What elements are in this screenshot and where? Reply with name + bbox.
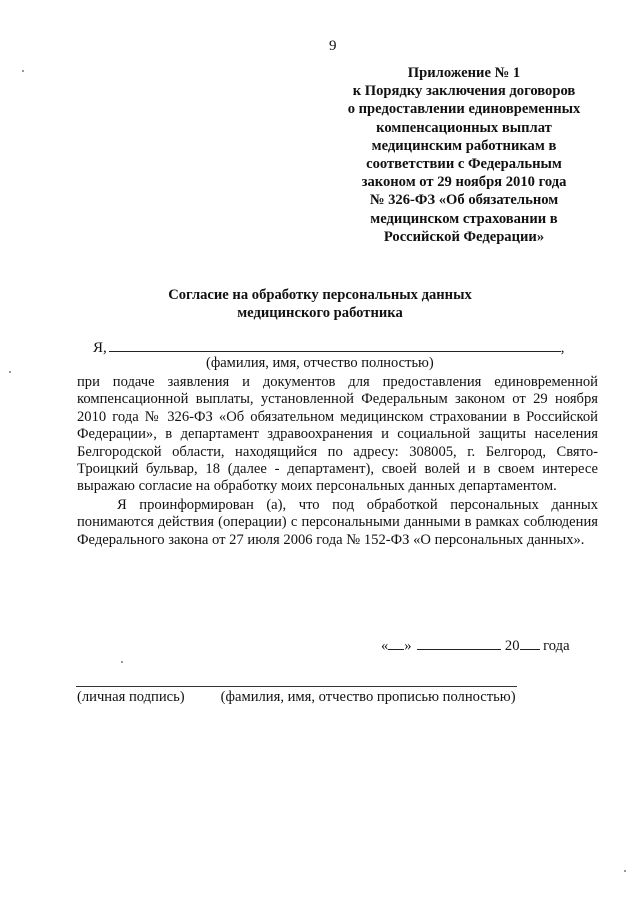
year-blank[interactable]	[520, 637, 540, 650]
appendix-line: № 326-ФЗ «Об обязательном	[369, 192, 559, 209]
full-name-print-caption: (фамилия, имя, отчество прописью полностью)	[220, 689, 516, 705]
consent-paragraph-1: при подаче заявления и документов для предоставления единовременной компенсационной выплаты, установленной Федеральным законом от 29 ноября 2010 года № 326-ФЗ «Об обязательном медицинском страховании в Российской Федерации», в департамент здравоохранения и социальной защиты населения Белгородской области, находящийся по адресу: 308005, г. Белгород, Свято-Троицкий бульвар, 18 (далее - департамент), своей волей и в своем интересе выражаю согласие на обработку моих персональных данных департаментом.	[77, 374, 598, 495]
consent-paragraph-2: Я проинформирован (а), что под обработкой персональных данных понимаются действия (операции) с персональными данными в рамках соблюдения Федерального закона от 27 июля 2006 года № 152-ФЗ «О персональных данных».	[77, 496, 598, 548]
scan-speck	[9, 371, 11, 373]
title-line-2: медицинского работника	[237, 304, 403, 321]
title-line-1: Согласие на обработку персональных данных	[168, 287, 472, 303]
consent-body	[77, 374, 598, 549]
appendix-line: медицинским работникам в	[371, 137, 557, 154]
scan-speck	[22, 70, 24, 72]
month-blank[interactable]	[417, 637, 501, 650]
date-suffix: года	[543, 638, 570, 654]
appendix-line: о предоставлении единовременных	[347, 101, 581, 118]
day-blank[interactable]	[388, 637, 404, 650]
date-century: 20	[504, 638, 520, 654]
appendix-line: законом от 29 ноября 2010 года	[361, 174, 567, 191]
i-label: Я,	[93, 340, 107, 356]
signature-captions	[77, 689, 516, 706]
full-name-caption: (фамилия, имя, отчество полностью)	[206, 355, 434, 371]
page-number: 9	[329, 38, 337, 54]
document-title	[130, 287, 510, 322]
appendix-line: к Порядку заключения договоров	[352, 83, 576, 100]
appendix-line: соответствии с Федеральным	[366, 156, 562, 173]
date-field-row	[381, 637, 570, 655]
appendix-header	[330, 64, 598, 246]
date-open-quote: «	[381, 638, 389, 654]
scan-speck	[624, 870, 626, 872]
appendix-line: компенсационных выплат	[376, 119, 552, 136]
name-comma: ,	[560, 340, 565, 356]
date-close-quote: »	[404, 638, 412, 654]
appendix-line: Российской Федерации»	[383, 228, 545, 245]
signature-line[interactable]	[76, 686, 517, 687]
appendix-line: медицинском страховании в	[370, 210, 558, 227]
appendix-line: Приложение № 1	[407, 65, 521, 81]
scan-speck	[121, 661, 123, 663]
full-name-blank[interactable]	[109, 338, 561, 352]
personal-signature-caption: (личная подпись)	[77, 689, 185, 705]
